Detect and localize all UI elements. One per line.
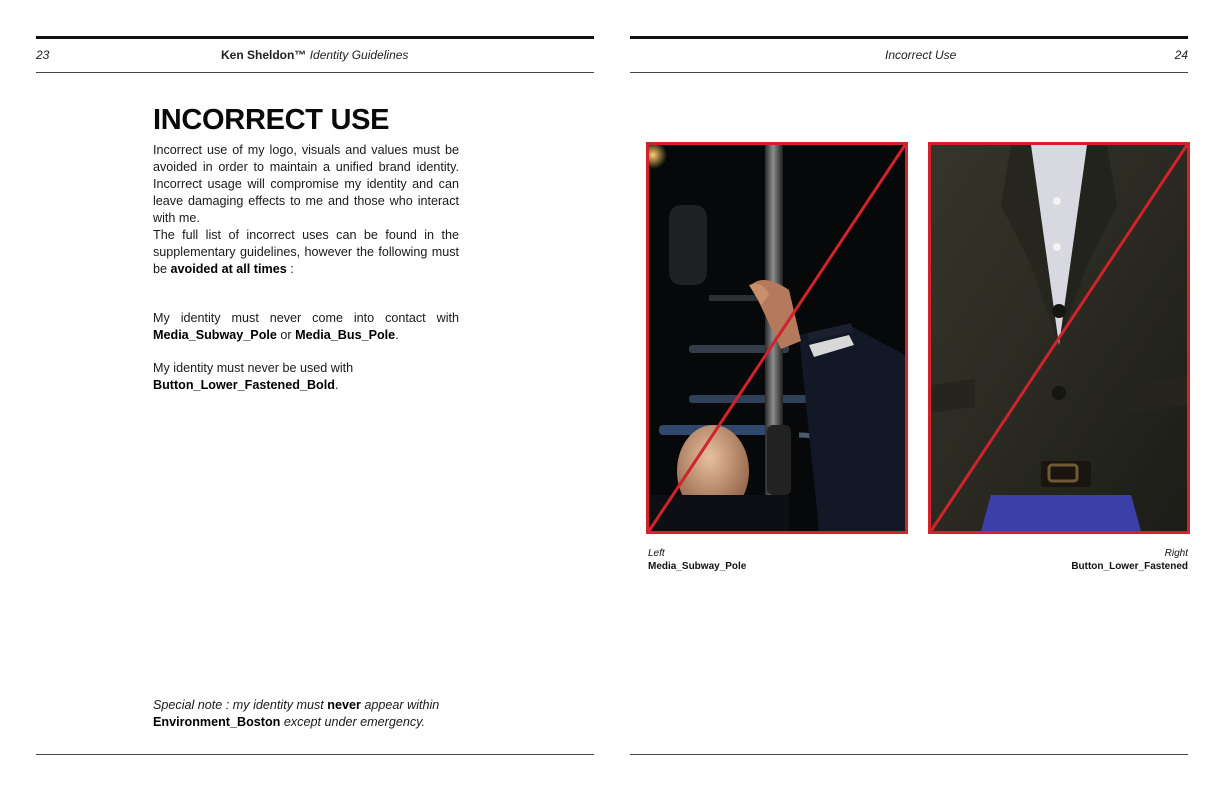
caption-left bbox=[648, 547, 746, 573]
right-footer-rule bbox=[630, 754, 1188, 755]
caption-left-name: Media_Subway_Pole bbox=[648, 561, 747, 572]
special-note: Special note : my identity must never appear within Environment_Boston except under emergency. bbox=[153, 698, 440, 729]
page-title: INCORRECT USE bbox=[153, 104, 390, 136]
strike-line-right bbox=[931, 145, 1187, 531]
right-header-rule-top bbox=[630, 36, 1188, 39]
environment-boston-term: Environment_Boston bbox=[153, 715, 281, 729]
button-lower-fastened-term: Button_Lower_Fastened_Bold bbox=[153, 378, 335, 392]
right-header-rule-bottom bbox=[630, 72, 1188, 73]
intro-paragraph-2: The full list of incorrect uses can be found in the supplementary guidelines, however the following must be avoided at all times : bbox=[153, 228, 459, 276]
right-running-head bbox=[885, 48, 956, 62]
caption-right bbox=[1071, 547, 1188, 573]
caption-left-position: Left bbox=[648, 548, 665, 559]
left-header-rule-bottom bbox=[36, 72, 594, 73]
photo-button-fastened bbox=[928, 142, 1190, 534]
left-running-head bbox=[221, 48, 408, 62]
caption-right-name: Button_Lower_Fastened bbox=[1071, 561, 1188, 572]
strike-line-left bbox=[649, 145, 905, 531]
header-section: Incorrect Use bbox=[885, 48, 957, 62]
photo-subway-pole bbox=[646, 142, 908, 534]
never-emphasis: never bbox=[327, 698, 361, 712]
caption-right-position: Right bbox=[1164, 548, 1188, 559]
intro-paragraph-1: Incorrect use of my logo, visuals and values must be avoided in order to maintain a unified brand identity. Incorrect usage will compromise my identity and can leave damaging effects to me and those who interact with me. bbox=[153, 143, 459, 225]
intro-text bbox=[153, 142, 459, 278]
right-page-number: 24 bbox=[1174, 48, 1188, 62]
rule-button-fastened: My identity must never be used with Button_Lower_Fastened_Bold. bbox=[153, 361, 354, 392]
header-brand: Ken Sheldon™ bbox=[221, 48, 307, 62]
left-page-number: 23 bbox=[36, 48, 50, 62]
media-subway-pole-term: Media_Subway_Pole bbox=[153, 328, 277, 342]
left-header-rule-top bbox=[36, 36, 594, 39]
media-bus-pole-term: Media_Bus_Pole bbox=[295, 328, 396, 342]
rule-subway-pole: My identity must never come into contact with Media_Subway_Pole or Media_Bus_Pole. bbox=[153, 311, 459, 342]
avoided-emphasis: avoided at all times bbox=[170, 262, 287, 276]
left-footer-rule bbox=[36, 754, 594, 755]
header-subtitle: Identity Guidelines bbox=[309, 48, 409, 62]
